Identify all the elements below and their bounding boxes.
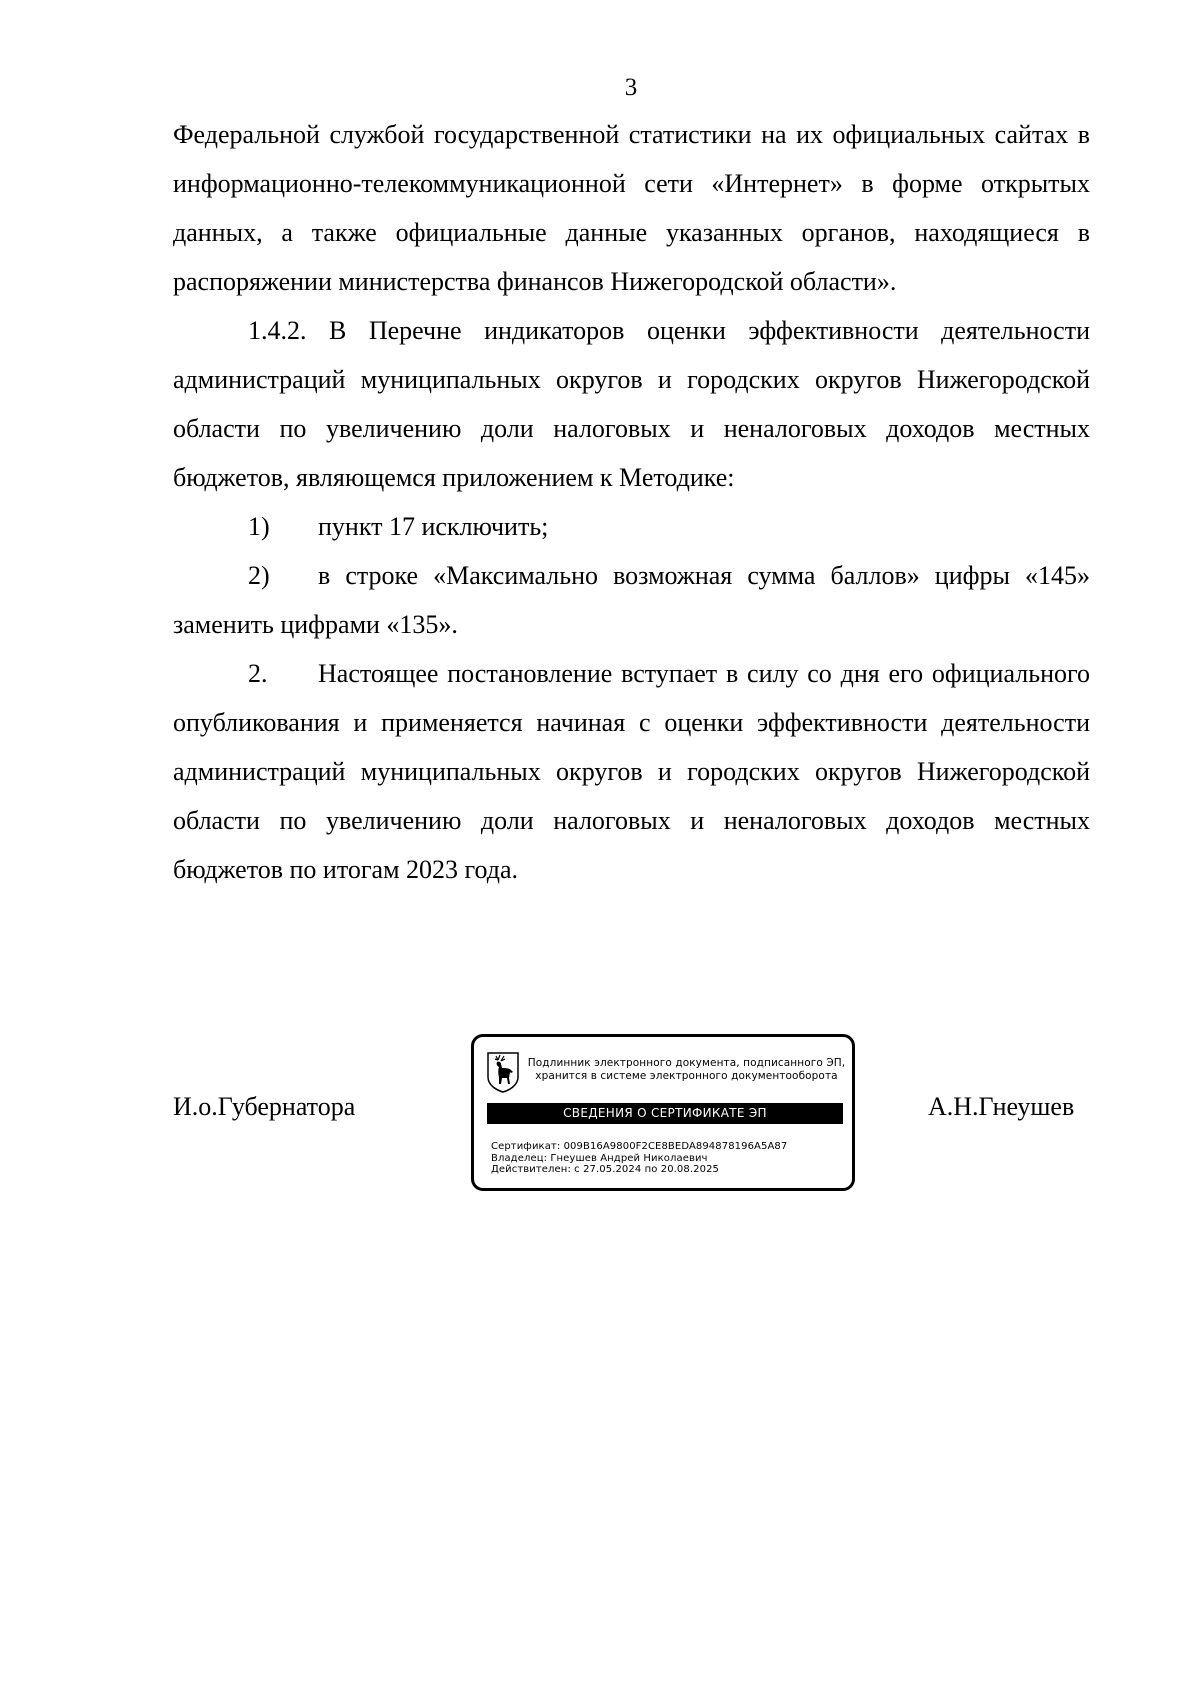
stamp-certificate-id: Сертификат: 009B16A9800F2CE8BEDA894878196A5A87 — [491, 1141, 788, 1152]
paragraph-1-4-2: 1.4.2. В Перечне индикаторов оценки эффективности деятельности администраций муниципальных округов и городских округов Нижегородской области по увеличению доли налоговых и неналоговых доходов местных бюджетов, являющемся приложением к Методике: — [173, 316, 1090, 492]
page-number: 3 — [624, 74, 638, 101]
stamp-owner: Владелец: Гнеушев Андрей Николаевич — [491, 1152, 708, 1164]
paragraph-number: 2. — [248, 659, 268, 688]
list-item-number: 2) — [248, 561, 270, 590]
stamp-certificate-details — [491, 1141, 787, 1176]
stamp-validity: Действителен: с 27.05.2024 по 20.08.2025 — [491, 1164, 719, 1175]
deer-coat-of-arms-icon — [486, 1051, 520, 1093]
stamp-header-bar: СВЕДЕНИЯ О СЕРТИФИКАТЕ ЭП — [487, 1103, 843, 1124]
stamp-notice-line: Подлинник электронного документа, подписанного ЭП, — [527, 1057, 846, 1069]
list-item — [173, 551, 1090, 649]
list-item-number: 1) — [248, 512, 270, 541]
list-item — [173, 502, 1090, 551]
document-body — [173, 110, 1090, 894]
list-item-text: в строке «Максимально возможная сумма баллов» цифры «145» заменить цифрами «135». — [173, 561, 1090, 639]
list-item-text: пункт 17 исключить; — [318, 512, 549, 541]
stamp-notice — [524, 1057, 849, 1083]
electronic-signature-stamp — [471, 1034, 855, 1191]
paragraph-2 — [173, 649, 1090, 894]
paragraph-continuation: Федеральной службой государственной статистики на их официальных сайтах в информационно-телекоммуникационной сети «Интернет» в форме открытых данных, а также официальные данные указанных органов, находящиеся в распоряжении министерства финансов Нижегородской области». — [173, 120, 1090, 296]
stamp-notice-line: хранится в системе электронного документооборота — [535, 1070, 838, 1082]
signatory-position: И.о.Губернатора — [173, 1092, 356, 1121]
signatory-name: А.Н.Гнеушев — [928, 1092, 1075, 1121]
paragraph-text: Настоящее постановление вступает в силу со дня его официального опубликования и применяется начиная с оценки эффективности деятельности администраций муниципальных округов и городских округов Нижегородской области по увеличению доли налоговых и неналоговых доходов местных бюджетов по итогам 2023 года. — [173, 659, 1090, 884]
